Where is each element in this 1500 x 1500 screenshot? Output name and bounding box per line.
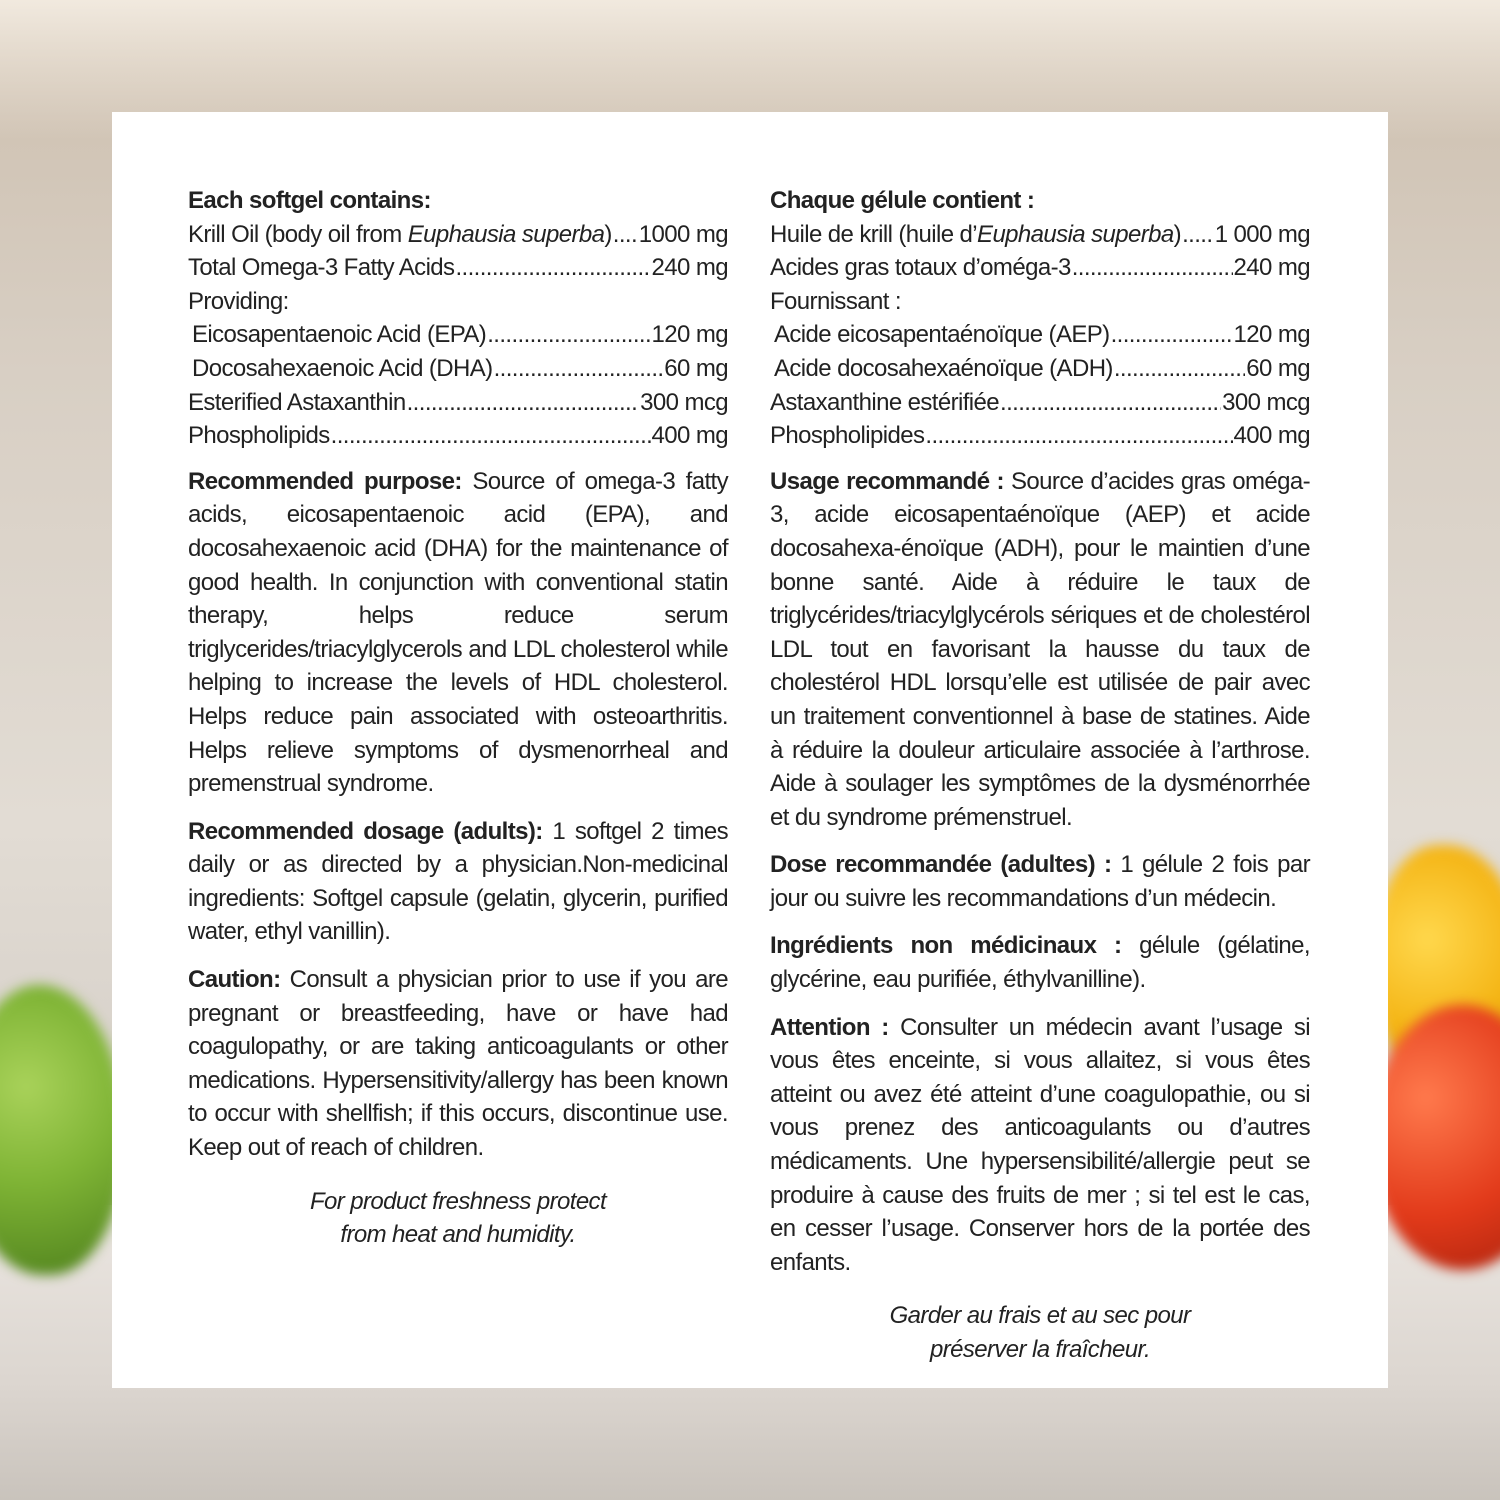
ingredient-row-phospholipids bbox=[188, 419, 728, 453]
ingredient-name: Phospholipides bbox=[770, 422, 925, 450]
freshness-line: from heat and humidity. bbox=[340, 1221, 576, 1249]
ingredient-amount: 240 mg bbox=[1233, 254, 1310, 282]
section-label: Recommended purpose: bbox=[188, 467, 462, 495]
ingredient-name: Esterified Astaxanthin bbox=[188, 388, 406, 416]
contains-heading: Each softgel contains: bbox=[188, 187, 431, 214]
ingredient-amount: 120 mg bbox=[1233, 321, 1310, 349]
freshness-line: For product freshness protect bbox=[309, 1187, 607, 1215]
leader-dots bbox=[925, 419, 1232, 453]
freshness-line: Garder au frais et au sec pour bbox=[889, 1302, 1191, 1330]
leader-dots bbox=[407, 386, 640, 420]
section-label: Dose recommandée (adultes) : bbox=[770, 851, 1112, 879]
ingredient-row-epa bbox=[770, 318, 1310, 352]
leader-dots bbox=[494, 352, 664, 386]
ingredient-name: Total Omega-3 Fatty Acids bbox=[188, 254, 455, 282]
ingredient-row-epa bbox=[188, 318, 728, 352]
ingredient-row-omega3 bbox=[770, 251, 1310, 285]
section-label: Usage recommandé : bbox=[770, 467, 1004, 495]
section-label: Caution: bbox=[188, 966, 281, 994]
leader-dots bbox=[1111, 318, 1233, 352]
caution bbox=[188, 963, 728, 1165]
ingredient-amount: 300 mcg bbox=[640, 388, 728, 416]
krill-suffix: ) bbox=[604, 220, 612, 248]
species-name: Euphausia superba bbox=[407, 220, 605, 248]
section-text: 1 gélule 2 fois par jour ou suivre les recommandations d’un médecin. bbox=[770, 851, 1310, 912]
ingredient-name: Acides gras totaux d’oméga-3 bbox=[770, 254, 1071, 282]
ingredient-name: Acide docosahexaénoïque (ADH) bbox=[774, 354, 1113, 382]
usage-recommande bbox=[770, 465, 1310, 835]
ingredient-row-phospholipids bbox=[770, 419, 1310, 453]
recommended-dosage bbox=[188, 815, 728, 949]
ingredients-non-medicinaux bbox=[770, 929, 1310, 996]
freshness-line: préserver la fraîcheur. bbox=[929, 1336, 1151, 1363]
ingredient-amount: 60 mg bbox=[664, 354, 728, 382]
section-label: Ingrédients non médicinaux : bbox=[770, 932, 1122, 960]
contains-heading: Chaque gélule contient : bbox=[770, 187, 1035, 214]
species-name: Euphausia superba bbox=[977, 220, 1174, 248]
recommended-purpose bbox=[188, 465, 728, 801]
ingredient-row-dha bbox=[188, 352, 728, 386]
section-text: Source of omega-3 fatty acids, eicosapentaenoic acid (EPA), and docosahexaenoic acid (DHA) for the maintenance of good health. In conjunction with conventional statin therapy, helps reduce serum triglycerides/triacylglycerols and LDL cholesterol while helping to increase the levels of HDL cholesterol. Helps reduce pain associated with osteoarthritis. Helps relieve symptoms of dysmenorrheal and premenstrual syndrome. bbox=[188, 467, 728, 798]
leader-dots bbox=[455, 251, 650, 285]
section-text: gélule (gélatine, glycérine, eau purifiée, éthylvanilline). bbox=[770, 932, 1310, 994]
ingredient-row-omega3 bbox=[188, 251, 728, 285]
ingredient-amount: 400 mg bbox=[651, 422, 728, 450]
french-column bbox=[770, 184, 1310, 1367]
ingredient-name bbox=[188, 218, 612, 252]
section-text: Consult a physician prior to use if you are pregnant or breastfeeding, have or have had coagulopathy, or are taking anticoagulants or other medications. Hypersensitivity/allergy has been known to occur with shellfish; if this occurs, discontinue use. Keep out of reach of children. bbox=[188, 966, 728, 1162]
freshness-note bbox=[188, 1185, 728, 1252]
section-text: 1 softgel 2 times daily or as directed by a physician.Non-medicinal ingredients: Softgel capsule (gelatin, glycerin, purified water, ethyl vanillin). bbox=[188, 817, 728, 946]
ingredient-amount: 120 mg bbox=[651, 321, 728, 349]
leader-dots bbox=[1114, 352, 1245, 386]
ingredient-row-astaxanthin bbox=[770, 386, 1310, 420]
freshness-note bbox=[770, 1299, 1310, 1366]
ingredient-row-krill bbox=[770, 218, 1310, 252]
section-label: Attention : bbox=[770, 1013, 889, 1041]
ingredient-amount: 300 mcg bbox=[1222, 388, 1310, 416]
leader-dots bbox=[1072, 251, 1233, 285]
ingredient-name: Docosahexaenoic Acid (DHA) bbox=[192, 354, 493, 382]
section-label: Recommended dosage (adults): bbox=[188, 817, 543, 845]
providing-label: Fournissant : bbox=[770, 287, 901, 315]
dose-recommandee bbox=[770, 848, 1310, 915]
english-column bbox=[188, 184, 728, 1252]
leader-dots bbox=[613, 218, 638, 252]
krill-suffix: ) bbox=[1173, 220, 1182, 248]
ingredient-list bbox=[188, 218, 728, 453]
leader-dots bbox=[1182, 218, 1214, 252]
ingredient-row-krill bbox=[188, 218, 728, 252]
ingredient-list bbox=[770, 218, 1310, 453]
ingredient-name bbox=[770, 218, 1181, 252]
ingredient-row-dha bbox=[770, 352, 1310, 386]
ingredient-amount: 60 mg bbox=[1246, 354, 1310, 382]
krill-prefix: Huile de krill (huile d’ bbox=[770, 220, 978, 248]
ingredient-amount: 1 000 mg bbox=[1214, 220, 1310, 248]
ingredient-row-astaxanthin bbox=[188, 386, 728, 420]
label-panel bbox=[112, 112, 1388, 1388]
section-text: Source d’acides gras oméga-3, acide eicosapentaénoïque (AEP) et acide docosahexa-énoïque (ADH), pour le maintien d’une bonne santé. Aide à réduire le taux de triglycérides/triacylglycérols sériques et de cholestérol LDL tout en favorisant la hausse du taux de cholestérol HDL lorsqu’elle est utilisée de pair avec un traitement conventionnel à base de statines. Aide à réduire la douleur articulaire associée à l’arthrose. Aide à soulager les symptômes de la dysménorrhée et du syndrome prémenstruel. bbox=[770, 467, 1310, 831]
providing-label: Providing: bbox=[188, 287, 289, 315]
ingredient-name: Phospholipids bbox=[188, 422, 330, 450]
leader-dots bbox=[487, 318, 650, 352]
leader-dots bbox=[331, 419, 651, 453]
krill-prefix: Krill Oil (body oil from bbox=[188, 220, 408, 248]
section-text: Consulter un médecin avant l’usage si vous êtes enceinte, si vous allaitez, si vous êtes atteint ou avez été atteint d’une coagulopathie, ou si vous prenez des anticoagulants ou d’autres médicaments. Une hypersensibilité/allergie peut se produire à cause des fruits de mer ; si tel est le cas, en cesser l’usage. Conserver hors de la portée des enfants. bbox=[770, 1013, 1310, 1276]
ingredient-name: Eicosapentaenoic Acid (EPA) bbox=[192, 321, 487, 349]
ingredient-name: Astaxanthine estérifiée bbox=[770, 388, 1000, 416]
attention bbox=[770, 1011, 1310, 1280]
leader-dots bbox=[1000, 386, 1221, 420]
ingredient-amount: 400 mg bbox=[1233, 422, 1310, 450]
ingredient-name: Acide eicosapentaénoïque (AEP) bbox=[774, 321, 1110, 349]
ingredient-amount: 240 mg bbox=[651, 254, 728, 282]
ingredient-amount: 1000 mg bbox=[638, 220, 728, 248]
